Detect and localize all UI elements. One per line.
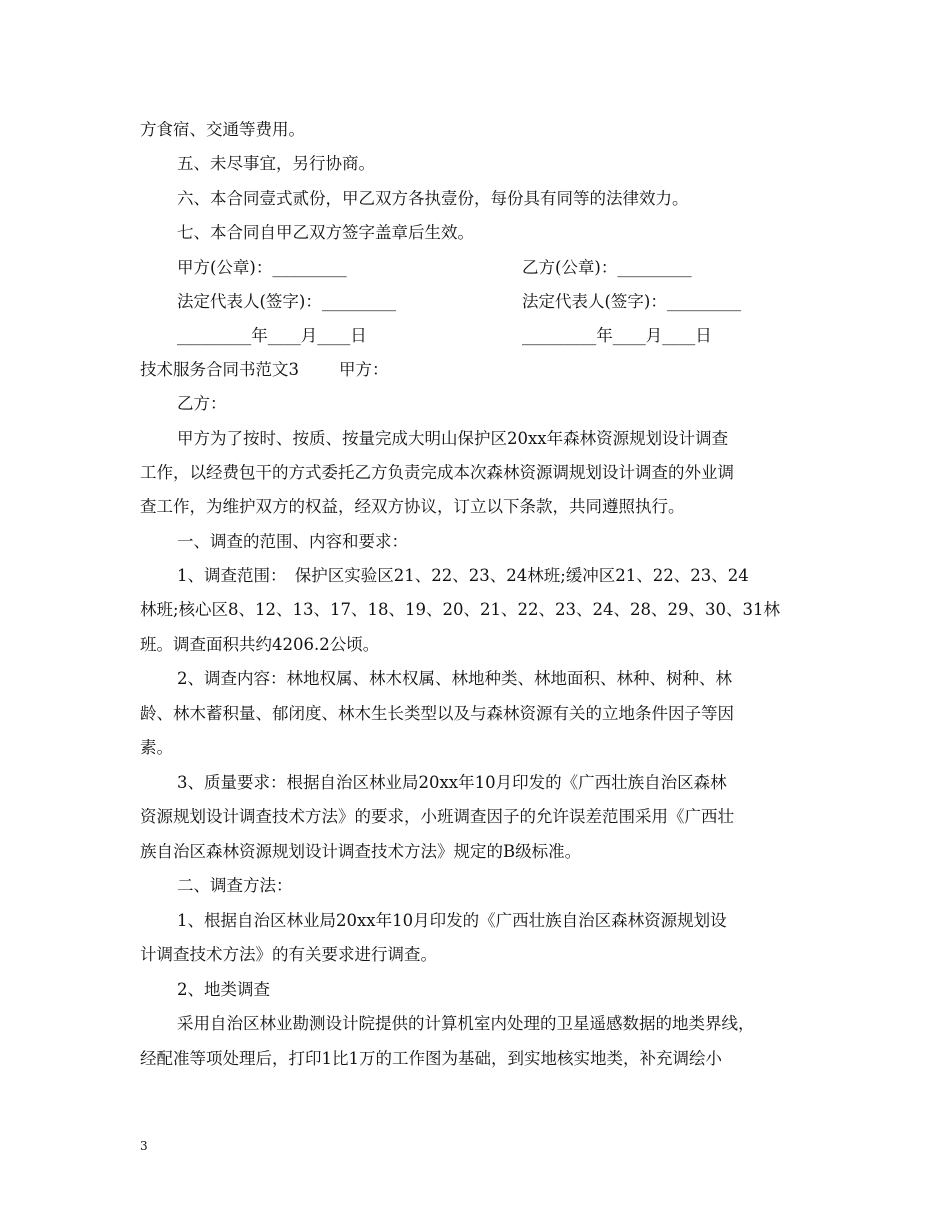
clause-six: 六、本合同壹式贰份，甲乙双方各执壹份，每份具有同等的法律效力。: [177, 189, 689, 208]
clause-seven: 七、本合同自甲乙双方签字盖章后生效。: [177, 223, 474, 242]
method-two-title: 2、地类调查: [177, 980, 270, 999]
party-a-label: 甲方：: [339, 360, 389, 379]
party-a-representative: 法定代表人(签字)：_________: [177, 292, 397, 311]
clause-five: 五、未尽事宜，另行协商。: [177, 154, 375, 173]
paragraph-line: 方食宿、交通等费用。: [140, 120, 305, 139]
method-two-line: 采用自治区林业勘测设计院提供的计算机室内处理的卫星遥感数据的地类界线，: [177, 1014, 755, 1033]
section-one-title: 一、调查的范围、内容和要求：: [177, 532, 408, 551]
quality-line: 3、质量要求：根据自治区林业局20xx年10月印发的《广西壮族自治区森林: [177, 773, 727, 792]
scope-line: 1、调查范围： 保护区实验区21、22、23、24林班;缓冲区21、22、23、24: [177, 566, 749, 585]
intro-line: 工作，以经费包干的方式委托乙方负责完成本次森林资源调规划设计调查的外业调: [140, 463, 734, 482]
scope-line: 班。调查面积共约4206.2公顷。: [140, 635, 380, 654]
quality-line: 族自治区森林资源规划设计调查技术方法》规定的B级标准。: [140, 842, 582, 861]
party-a-seal: 甲方(公章)：_________: [177, 258, 347, 277]
method-line: 1、根据自治区林业局20xx年10月印发的《广西壮族自治区森林资源规划设: [177, 911, 727, 930]
section-two-title: 二、调查方法：: [177, 876, 293, 895]
scope-line: 林班;核心区8、12、13、17、18、19、20、21、22、23、24、28、29、30、31林: [140, 600, 780, 619]
page-number: 3: [140, 1139, 148, 1153]
intro-line: 查工作，为维护双方的权益，经双方协议，订立以下条款，共同遵照执行。: [140, 497, 685, 516]
quality-line: 资源规划设计调查技术方法》的要求，小班调查因子的允许误差范围采用《广西壮: [140, 807, 734, 826]
intro-line: 甲方为了按时、按质、按量完成大明山保护区20xx年森林资源规划设计调查: [177, 429, 729, 448]
content-line: 2、调查内容：林地权属、林木权属、林地种类、林地面积、林种、树种、林: [177, 669, 732, 688]
section-heading: [140, 358, 840, 382]
party-b-seal: 乙方(公章)：_________: [522, 258, 692, 277]
content-line: 龄、林木蓄积量、郁闭度、林木生长类型以及与森林资源有关的立地条件因子等因: [140, 704, 734, 723]
content-line: 素。: [140, 738, 173, 757]
party-a-date: _________年____月____日: [177, 326, 367, 345]
party-b-date: _________年____月____日: [522, 326, 712, 345]
document-title: 技术服务合同书范文3: [140, 360, 299, 379]
party-b-representative: 法定代表人(签字)：_________: [522, 292, 742, 311]
method-line: 计调查技术方法》的有关要求进行调查。: [140, 945, 437, 964]
party-b-label: 乙方：: [177, 394, 227, 413]
method-two-line: 经配准等项处理后，打印1比1万的工作图为基础，到实地核实地类，补充调绘小: [140, 1049, 722, 1068]
